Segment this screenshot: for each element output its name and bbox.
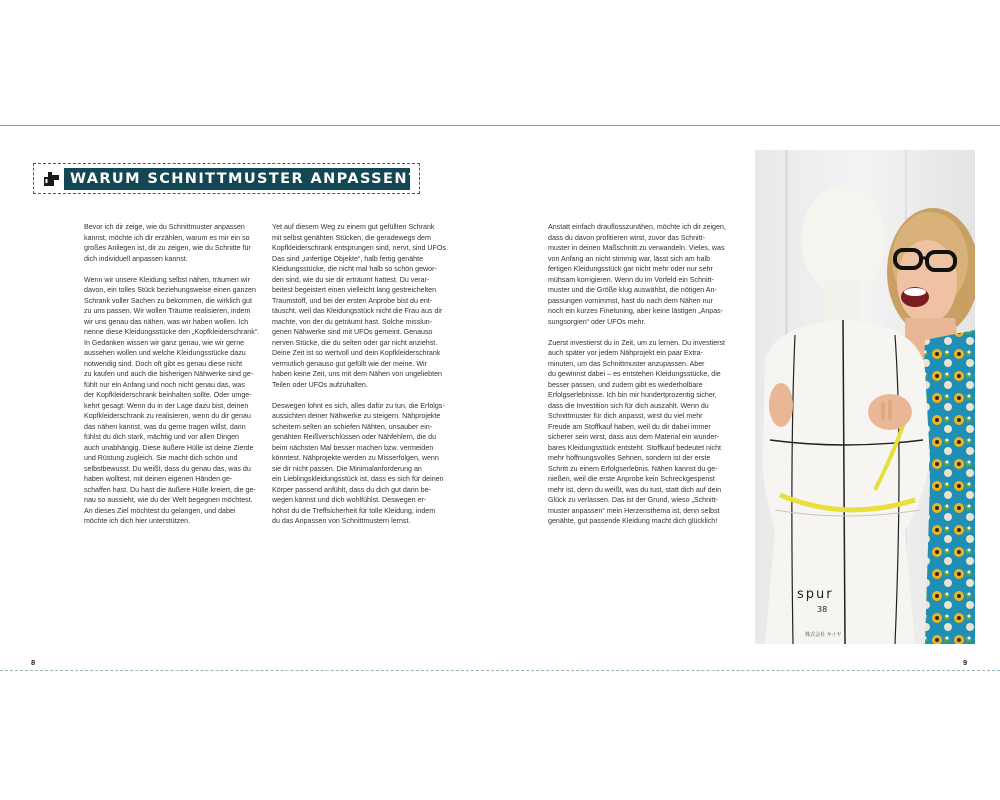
text-line: minuten, um das Schnittmuster anzupassen. Aber (548, 359, 705, 368)
text-line: ein Lieblingskleidungsstück ist, dass es sich für deinen (272, 475, 444, 483)
text-line: auch später vor jedem Nähprojekt ein paar Extra- (548, 349, 703, 357)
dress-form-brand: 株式会社 キイヤ (805, 632, 842, 638)
text-line: mehr hoffnungsvolles Sehnen, sondern ist der erste (548, 454, 711, 462)
text-line: haben wolltest, mit deinen eigenen Händen ge- (84, 475, 233, 483)
text-line: muster anpassen“ mein Herzensthema ist, denn selbst (548, 506, 720, 515)
text-line: Deswegen lohnt es sich, alles dafür zu tun, die Erfolgs- (272, 401, 445, 410)
text-line: selbstbewusst. Du weißt, dass du genau das, was du (84, 464, 251, 473)
text-line: muster in deinen Maßschnitt zu verwandeln. Vieles, was (548, 244, 725, 252)
text-line: täuscht, weil das Kleidungsstück nicht die Frau aus dir (272, 307, 443, 315)
text-line: schaffen hast. Du hast die äußere Hülle kreiert, die ge- (84, 485, 256, 494)
text-line: nerven Stücke, die du selten oder gar nicht anziehst. (272, 338, 438, 347)
text-line: fühlst du dich stark, mächtig und vor allen Dingen (84, 433, 239, 441)
text-line: beim nächsten Mal besser machen bzw. vermeiden (272, 443, 434, 452)
text-line: großes Anliegen ist, dir zu zeigen, wie du Schnitte für (84, 244, 251, 252)
text-line: nießen, weil die erste Anprobe kein Schreckgespenst (548, 475, 715, 483)
text-line: Teilen oder UFOs aufzuhalten. (272, 380, 368, 389)
text-column-1 (84, 222, 259, 537)
dress-form-size: 38 (817, 605, 828, 614)
text-line: Kopfkleiderschrank zu realisieren, wenn du dir genau (84, 412, 251, 420)
text-line: Glück zu verlassen. Das ist der Grund, wieso „Schnitt- (548, 496, 718, 504)
text-line: du gewinnst dabei – es entstehen Kleidungsstücke, die (548, 370, 721, 378)
text-line: den sind, wie du sie dir erträumt hattest. Du verar- (272, 275, 430, 284)
text-line: sie dir nicht passen. Die Minimalanforderung an (272, 464, 422, 473)
text-line: Freude am Stoffkauf haben, weil du dir dabei immer (548, 422, 711, 431)
text-column-2 (272, 222, 447, 537)
text-line: mit selbst genähten Stücken, die geradewegs dem (272, 233, 431, 242)
paragraph (84, 275, 259, 527)
text-line: Zuerst investierst du in Zeit, um zu lernen. Du investierst (548, 338, 726, 347)
text-line: vermutlich genauso gut gefüllt wie der meine. Wir (272, 359, 427, 368)
text-line: fühlt nur ein Anfang und noch nicht genau das, was (84, 380, 245, 389)
text-line: Schnittmuster für dich anpasst, wirst du viel mehr (548, 412, 703, 420)
text-line: von Anfang an nicht stimmig war, lässt sich am halb (548, 254, 711, 263)
text-line: Das sind „unfertige Objekte“, halb fertig genähte (272, 254, 424, 263)
text-line: genähte, gut passende Kleidung macht dich glücklich! (548, 517, 718, 525)
text-line: der Kopfkleiderschrank beinhalten sollte. Oder umge- (84, 391, 252, 399)
text-line: Körper passend anfühlt, dass du dich gut darin be- (272, 485, 431, 494)
text-line: fertigen Kleidungsstück gar nicht mehr oder nur sehr (548, 265, 713, 273)
text-line: Kopfkleiderschrank entsprungen sind, nervt, sind UFOs. (272, 244, 448, 252)
text-line: Schrank voller Sachen zu bekommen, die wirklich gut (84, 296, 252, 305)
text-line: passungen vornimmst, hast du nach dem Nähen nur (548, 296, 713, 305)
text-line: beitest begeistert einen vielleicht lang gestreichelten (272, 286, 437, 294)
text-line: könntest. Nähprojekte werden zu Misserfolgen, wenn (272, 454, 439, 462)
text-line: Bevor ich dir zeige, wie du Schnittmuster anpassen (84, 223, 245, 231)
page-number-right: 9 (963, 658, 968, 667)
text-line: genen Nähwerke sind mit UFOs gemeint. Genauso (272, 328, 433, 336)
section-heading: WARUM SCHNITTMUSTER ANPASSEN? (64, 168, 410, 190)
text-line: auch unabhängig. Diese äußere Hülle ist deine Zierde (84, 443, 254, 452)
text-line: mehr ist, denn du weißt, was du tust, statt dich auf dein (548, 485, 722, 494)
text-line: wegen kannst und dich wohlfühlst. Deswegen er- (272, 496, 427, 504)
text-line: und Rüstung zugleich. Sie macht dich schön und (84, 454, 238, 462)
text-line: zu uns passen. Wir wollen Träume realisieren, indem (84, 307, 251, 315)
text-line: dass du davon profitieren wirst, zuvor das Schnitt- (548, 233, 705, 242)
text-line: höhst du die Treffsicherheit für tolle Kleidung, indem (272, 506, 436, 515)
text-line: Yet auf diesem Weg zu einem gut gefüllten Schrank (272, 223, 435, 231)
text-line: nenne diese Kleidungsstücke den „Kopfkleiderschrank“. (84, 328, 260, 336)
bottom-rule (0, 670, 1000, 671)
text-line: machte, von der du geträumt hast. Solche misslun- (272, 317, 433, 326)
text-line: sicherer sein wirst, dass aus dem Material ein wunder- (548, 433, 720, 441)
text-line: wir uns genau das nähen, was wir haben wollen. Ich (84, 317, 249, 326)
text-line: nau so aussieht, wie du der Welt begegnen möchtest. (84, 496, 253, 504)
text-line: An dieses Ziel möchtest du gelangen, und dabei (84, 506, 236, 515)
text-line: scheitern selten an schiefen Nähten, unsauber ein- (272, 422, 433, 431)
paragraph (548, 222, 726, 327)
text-line: bares Kleidungsstück entsteht. Stoffkauf bedeutet nicht (548, 443, 721, 452)
paragraph (548, 338, 726, 527)
text-line: kehrt gesagt: Wenn du in der Lage dazu bist, deinen (84, 401, 249, 410)
text-line: muster und die Größe klug auswählst, die nötigen An- (548, 286, 717, 294)
text-line: mühsam korrigieren. Wenn du im Vorfeld ein Schnitt- (548, 275, 714, 284)
sewing-machine-icon (43, 170, 60, 187)
text-line: noch ein kurzes Finetuning, aber keine lästigen „Anpas- (548, 307, 724, 315)
text-line: dass die Investition sich für dich auszahlt. Wenn du (548, 401, 709, 410)
text-line: Wenn wir unsere Kleidung selbst nähen, träumen wir (84, 275, 250, 284)
photo-illustration (755, 150, 975, 644)
text-line: besser passen, und zudem gibt es wiederholbare (548, 380, 703, 389)
text-line: Deine Zeit ist so wertvoll und dein Kopfkleiderschrank (272, 349, 441, 357)
paragraph (272, 222, 447, 390)
text-line: kannst, möchte ich dir erzählen, warum es mir ein so (84, 233, 250, 242)
text-line: dich individuell anpassen kannst. (84, 254, 188, 263)
photo-woman-with-dress-form (755, 150, 975, 644)
text-line: aussehen wollen und welche Kleidungsstücke dazu (84, 349, 246, 357)
text-line: zu kaufen und auch die bisherigen Nähwerke sind ge- (84, 370, 254, 378)
text-line: Erfolgserlebnisse. Ich bin mir hundertprozentig sicher, (548, 391, 717, 399)
text-line: davon, ein tolles Stück beziehungsweise einen ganzen (84, 286, 256, 294)
text-line: möchte ich dich hier unterstützen. (84, 517, 191, 525)
paragraph (84, 222, 259, 264)
text-line: Traumstoff, und bei der ersten Anprobe bist du ent- (272, 296, 433, 305)
paragraph (272, 401, 447, 527)
text-line: Schritt zu einem Erfolgserlebnis. Nähen kannst du ge- (548, 464, 718, 473)
text-line: Anstatt einfach drauflosszunähen, möchte ich dir zeigen, (548, 223, 726, 231)
top-rule (0, 125, 1000, 126)
text-line: das nähen kannst, was du gerne tragen willst, dann (84, 422, 246, 431)
text-line: In Gedanken wissen wir ganz genau, wie wir gerne (84, 338, 245, 347)
text-line: aussichten deiner Nähwerke zu steigern. Nähprojekte (272, 412, 441, 420)
text-line: sungsorgien“ oder UFOs mehr. (548, 317, 646, 326)
text-line: du das Anpassen von Schnittmustern lernst. (272, 517, 411, 525)
text-line: genähten Reißverschlüssen oder Nähfehlern, die du (272, 433, 437, 441)
text-line: Kleidungsstücke, die nicht mal halb so schön gewor- (272, 265, 437, 273)
dress-form-label: spur (797, 587, 834, 602)
text-line: notwendig sind. Doch oft gibt es genau diese nicht (84, 359, 243, 368)
text-column-3 (548, 222, 726, 537)
text-line: haben keine Zeit, uns mit dem Nähen von ungeliebten (272, 370, 442, 378)
page-number-left: 8 (31, 658, 36, 667)
